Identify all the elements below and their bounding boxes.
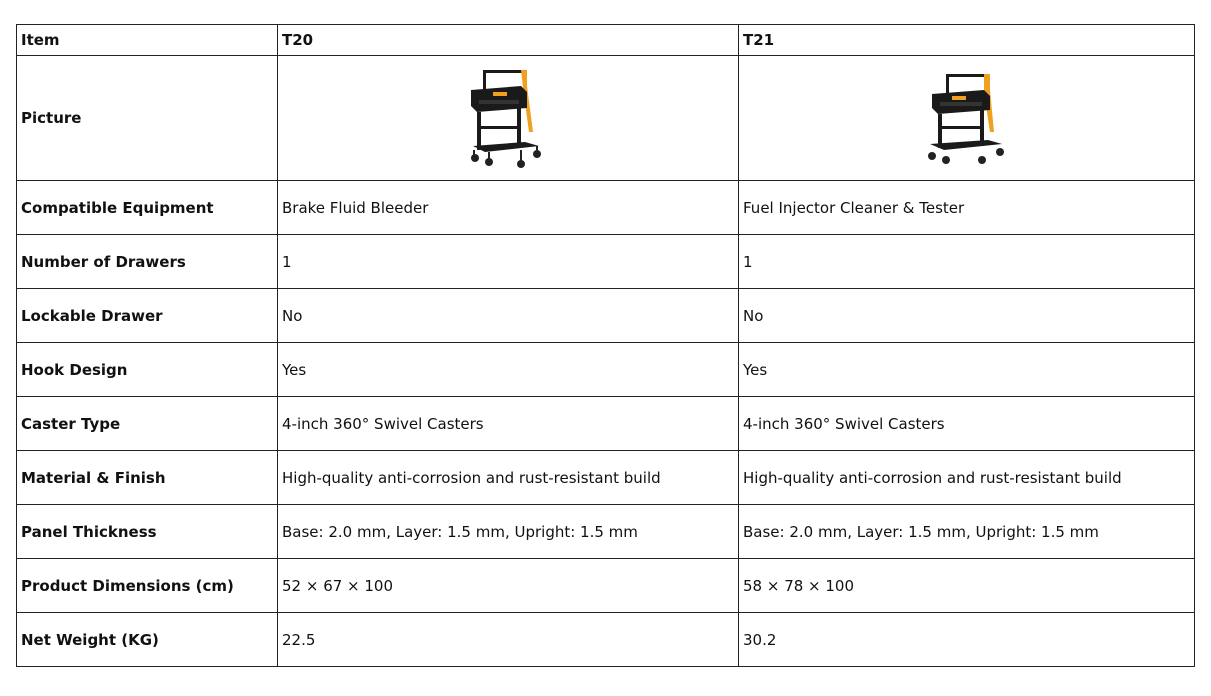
row-value-t21: Yes: [739, 343, 1195, 397]
row-label: Panel Thickness: [17, 505, 278, 559]
spec-row: [17, 397, 1195, 451]
row-value-t21: 30.2: [739, 613, 1195, 667]
tool-cart-image: [463, 66, 553, 170]
spec-row: [17, 451, 1195, 505]
row-value-t21: High-quality anti-corrosion and rust-resistant build: [739, 451, 1195, 505]
row-label: Material & Finish: [17, 451, 278, 505]
header-model-t20: T20: [278, 25, 739, 56]
row-value-t21: 4-inch 360° Swivel Casters: [739, 397, 1195, 451]
row-label: Lockable Drawer: [17, 289, 278, 343]
picture-label: Picture: [17, 56, 278, 181]
row-value-t20: 22.5: [278, 613, 739, 667]
spec-row: [17, 235, 1195, 289]
row-label: Net Weight (KG): [17, 613, 278, 667]
row-value-t20: No: [278, 289, 739, 343]
header-model-t21: T21: [739, 25, 1195, 56]
tool-cart-image: [922, 70, 1012, 166]
row-value-t20: High-quality anti-corrosion and rust-resistant build: [278, 451, 739, 505]
row-value-t20: 1: [278, 235, 739, 289]
spec-row: [17, 181, 1195, 235]
row-value-t20: Yes: [278, 343, 739, 397]
row-label: Number of Drawers: [17, 235, 278, 289]
spec-row: [17, 559, 1195, 613]
picture-cell-t20: [278, 56, 739, 181]
spec-row: [17, 613, 1195, 667]
row-label: Caster Type: [17, 397, 278, 451]
row-label: Hook Design: [17, 343, 278, 397]
row-value-t20: 4-inch 360° Swivel Casters: [278, 397, 739, 451]
spec-comparison-table: [16, 24, 1195, 667]
row-value-t21: 58 × 78 × 100: [739, 559, 1195, 613]
spec-row: [17, 289, 1195, 343]
row-value-t21: Fuel Injector Cleaner & Tester: [739, 181, 1195, 235]
spec-row: [17, 343, 1195, 397]
spec-row: [17, 505, 1195, 559]
header-row: [17, 25, 1195, 56]
row-value-t21: Base: 2.0 mm, Layer: 1.5 mm, Upright: 1.5 mm: [739, 505, 1195, 559]
row-value-t20: Brake Fluid Bleeder: [278, 181, 739, 235]
picture-row: [17, 56, 1195, 181]
row-value-t20: 52 × 67 × 100: [278, 559, 739, 613]
header-item-cell: Item: [17, 25, 278, 56]
row-label: Product Dimensions (cm): [17, 559, 278, 613]
row-value-t20: Base: 2.0 mm, Layer: 1.5 mm, Upright: 1.5 mm: [278, 505, 739, 559]
picture-cell-t21: [739, 56, 1195, 181]
row-label: Compatible Equipment: [17, 181, 278, 235]
row-value-t21: 1: [739, 235, 1195, 289]
row-value-t21: No: [739, 289, 1195, 343]
